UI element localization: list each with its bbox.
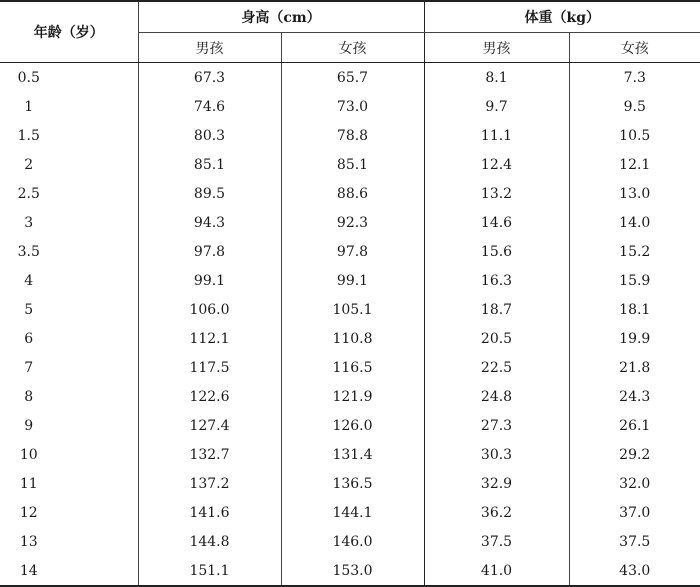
height-girl-cell: 136.5 bbox=[281, 469, 424, 498]
height-boy-cell: 122.6 bbox=[138, 382, 281, 411]
age-cell: 3.5 bbox=[17, 243, 40, 260]
weight-boy-cell: 30.3 bbox=[424, 440, 569, 469]
height-boy-cell: 99.1 bbox=[138, 266, 281, 295]
weight-boy-cell: 9.7 bbox=[424, 92, 569, 121]
table-row bbox=[0, 469, 700, 498]
age-cell: 9 bbox=[24, 417, 34, 434]
age-cell: 1.5 bbox=[17, 127, 40, 144]
height-boy-cell: 127.4 bbox=[138, 411, 281, 440]
weight-girl-cell: 26.1 bbox=[569, 411, 700, 440]
weight-boy-cell: 18.7 bbox=[424, 295, 569, 324]
table-row bbox=[0, 63, 700, 93]
age-cell: 11 bbox=[19, 475, 38, 492]
height-boy-cell: 132.7 bbox=[138, 440, 281, 469]
height-girl-cell: 65.7 bbox=[281, 63, 424, 93]
weight-girl-cell: 7.3 bbox=[569, 63, 700, 93]
age-cell: 5 bbox=[24, 301, 34, 318]
weight-boy-cell: 37.5 bbox=[424, 527, 569, 556]
height-boy-cell: 151.1 bbox=[138, 556, 281, 586]
table-row bbox=[0, 150, 700, 179]
weight-boy-cell: 32.9 bbox=[424, 469, 569, 498]
header-height-group: 身高（cm） bbox=[138, 1, 424, 33]
height-girl-cell: 99.1 bbox=[281, 266, 424, 295]
table-row bbox=[0, 440, 700, 469]
table-row bbox=[0, 324, 700, 353]
height-girl-cell: 97.8 bbox=[281, 237, 424, 266]
weight-boy-cell: 16.3 bbox=[424, 266, 569, 295]
height-boy-cell: 106.0 bbox=[138, 295, 281, 324]
weight-boy-cell: 12.4 bbox=[424, 150, 569, 179]
weight-boy-cell: 8.1 bbox=[424, 63, 569, 93]
weight-girl-cell: 21.8 bbox=[569, 353, 700, 382]
weight-girl-cell: 37.5 bbox=[569, 527, 700, 556]
height-girl-cell: 92.3 bbox=[281, 208, 424, 237]
header-age: 年龄（岁） bbox=[0, 1, 138, 63]
weight-girl-cell: 43.0 bbox=[569, 556, 700, 586]
table-row bbox=[0, 556, 700, 586]
weight-girl-cell: 15.9 bbox=[569, 266, 700, 295]
weight-girl-cell: 32.0 bbox=[569, 469, 700, 498]
age-cell: 3 bbox=[24, 214, 34, 231]
age-cell: 8 bbox=[24, 388, 34, 405]
height-boy-cell: 137.2 bbox=[138, 469, 281, 498]
table-row bbox=[0, 208, 700, 237]
weight-girl-cell: 24.3 bbox=[569, 382, 700, 411]
height-girl-cell: 146.0 bbox=[281, 527, 424, 556]
height-boy-cell: 74.6 bbox=[138, 92, 281, 121]
height-boy-cell: 144.8 bbox=[138, 527, 281, 556]
height-boy-cell: 80.3 bbox=[138, 121, 281, 150]
table-header bbox=[0, 1, 700, 63]
weight-girl-cell: 14.0 bbox=[569, 208, 700, 237]
height-girl-cell: 85.1 bbox=[281, 150, 424, 179]
height-girl-cell: 73.0 bbox=[281, 92, 424, 121]
table-row bbox=[0, 411, 700, 440]
header-weight-girl: 女孩 bbox=[569, 33, 700, 63]
height-girl-cell: 78.8 bbox=[281, 121, 424, 150]
table-row bbox=[0, 498, 700, 527]
table-row bbox=[0, 527, 700, 556]
age-cell: 0.5 bbox=[17, 69, 40, 86]
weight-girl-cell: 37.0 bbox=[569, 498, 700, 527]
weight-boy-cell: 15.6 bbox=[424, 237, 569, 266]
age-cell: 14 bbox=[0, 556, 138, 586]
age-cell: 2.5 bbox=[17, 185, 40, 202]
weight-boy-cell: 20.5 bbox=[424, 324, 569, 353]
height-girl-cell: 131.4 bbox=[281, 440, 424, 469]
height-girl-cell: 110.8 bbox=[281, 324, 424, 353]
header-weight-group: 体重（kg） bbox=[424, 1, 700, 33]
table-row bbox=[0, 92, 700, 121]
table-row bbox=[0, 295, 700, 324]
weight-girl-cell: 19.9 bbox=[569, 324, 700, 353]
height-boy-cell: 94.3 bbox=[138, 208, 281, 237]
age-cell: 10 bbox=[19, 446, 38, 463]
weight-boy-cell: 14.6 bbox=[424, 208, 569, 237]
height-girl-cell: 105.1 bbox=[281, 295, 424, 324]
height-girl-cell: 116.5 bbox=[281, 353, 424, 382]
age-cell: 1 bbox=[24, 98, 34, 115]
height-girl-cell: 144.1 bbox=[281, 498, 424, 527]
header-weight-boy: 男孩 bbox=[424, 33, 569, 63]
height-boy-cell: 85.1 bbox=[138, 150, 281, 179]
weight-girl-cell: 18.1 bbox=[569, 295, 700, 324]
age-cell: 2 bbox=[24, 156, 34, 173]
height-girl-cell: 126.0 bbox=[281, 411, 424, 440]
height-girl-cell: 88.6 bbox=[281, 179, 424, 208]
height-girl-cell: 153.0 bbox=[281, 556, 424, 586]
height-boy-cell: 117.5 bbox=[138, 353, 281, 382]
weight-boy-cell: 41.0 bbox=[424, 556, 569, 586]
weight-girl-cell: 9.5 bbox=[569, 92, 700, 121]
weight-boy-cell: 36.2 bbox=[424, 498, 569, 527]
height-boy-cell: 97.8 bbox=[138, 237, 281, 266]
table-row bbox=[0, 179, 700, 208]
height-boy-cell: 89.5 bbox=[138, 179, 281, 208]
table-body bbox=[0, 63, 700, 587]
age-cell: 13 bbox=[19, 533, 38, 550]
height-boy-cell: 141.6 bbox=[138, 498, 281, 527]
weight-boy-cell: 24.8 bbox=[424, 382, 569, 411]
height-girl-cell: 121.9 bbox=[281, 382, 424, 411]
weight-boy-cell: 13.2 bbox=[424, 179, 569, 208]
table-row bbox=[0, 121, 700, 150]
table-row bbox=[0, 237, 700, 266]
weight-girl-cell: 13.0 bbox=[569, 179, 700, 208]
age-cell: 12 bbox=[19, 504, 38, 521]
age-cell: 6 bbox=[24, 330, 34, 347]
table-row bbox=[0, 353, 700, 382]
weight-girl-cell: 12.1 bbox=[569, 150, 700, 179]
height-boy-cell: 67.3 bbox=[138, 63, 281, 93]
weight-girl-cell: 15.2 bbox=[569, 237, 700, 266]
age-cell: 7 bbox=[24, 359, 34, 376]
weight-boy-cell: 11.1 bbox=[424, 121, 569, 150]
height-boy-cell: 112.1 bbox=[138, 324, 281, 353]
table-row bbox=[0, 382, 700, 411]
weight-girl-cell: 10.5 bbox=[569, 121, 700, 150]
weight-girl-cell: 29.2 bbox=[569, 440, 700, 469]
table-row bbox=[0, 266, 700, 295]
header-height-boy: 男孩 bbox=[138, 33, 281, 63]
header-height-girl: 女孩 bbox=[281, 33, 424, 63]
age-cell: 4 bbox=[24, 272, 34, 289]
weight-boy-cell: 22.5 bbox=[424, 353, 569, 382]
weight-boy-cell: 27.3 bbox=[424, 411, 569, 440]
